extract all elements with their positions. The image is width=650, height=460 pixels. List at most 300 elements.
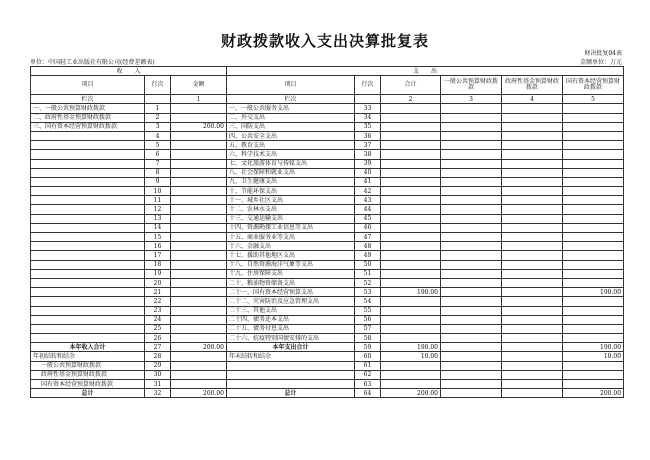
total-cell: 200.00 — [381, 389, 441, 398]
table-row — [31, 370, 624, 379]
general-budget-cell — [441, 122, 502, 131]
total-cell — [381, 187, 441, 196]
income-line-cell: 26 — [145, 334, 171, 343]
general-budget-header: 一般公共预算财政拨款 — [441, 76, 502, 95]
soe-budget-cell — [563, 196, 624, 205]
income-item-cell — [31, 233, 145, 242]
general-budget-cell — [441, 324, 502, 333]
income-amount-cell — [171, 334, 227, 343]
income-amount-cell — [171, 306, 227, 315]
expense-item-cell: 十三、交通运输支出 — [227, 214, 355, 223]
income-item-cell — [31, 306, 145, 315]
income-item-cell — [31, 214, 145, 223]
total-cell — [381, 233, 441, 242]
income-amount-cell — [171, 380, 227, 389]
expense-line-cell: 55 — [355, 306, 381, 315]
expense-item-cell: 本年支出合计 — [227, 343, 355, 352]
expense-item-cell — [227, 380, 355, 389]
income-item-cell: 一、一般公共预算财政拨款 — [31, 104, 145, 113]
fund-budget-cell — [502, 159, 563, 168]
expense-line-cell: 38 — [355, 150, 381, 159]
expense-item-cell: 九、卫生健康支出 — [227, 177, 355, 186]
income-amount-cell — [171, 278, 227, 287]
income-item-cell — [31, 242, 145, 251]
total-cell — [381, 141, 441, 150]
header-row-section — [31, 67, 624, 76]
expense-item-cell: 十四、资源勘探工业信息等支出 — [227, 223, 355, 232]
expense-item-cell: 四、公共安全支出 — [227, 131, 355, 140]
table-row — [31, 150, 624, 159]
table-row — [31, 159, 624, 168]
table-row — [31, 205, 624, 214]
fund-budget-cell — [502, 141, 563, 150]
table-row — [31, 288, 624, 297]
expense-item-cell: 七、文化旅游体育与传媒支出 — [227, 159, 355, 168]
fund-budget-cell — [502, 380, 563, 389]
total-cell — [381, 150, 441, 159]
expense-item-cell — [227, 361, 355, 370]
fund-budget-cell — [502, 324, 563, 333]
income-line-cell: 12 — [145, 205, 171, 214]
soe-budget-cell — [563, 324, 624, 333]
soe-budget-cell — [563, 260, 624, 269]
income-item-cell: 一般公共预算财政拨款 — [31, 361, 145, 370]
table-row — [31, 269, 624, 278]
table-row — [31, 104, 624, 113]
income-item-cell — [31, 205, 145, 214]
general-budget-cell — [441, 150, 502, 159]
expense-line-cell: 59 — [355, 343, 381, 352]
total-cell — [381, 196, 441, 205]
total-cell — [381, 223, 441, 232]
soe-budget-cell — [563, 159, 624, 168]
income-amount-cell — [171, 260, 227, 269]
income-item-cell: 年初结转和结余 — [31, 352, 145, 361]
lanci-label: 栏次 — [227, 95, 355, 104]
total-cell — [381, 370, 441, 379]
income-item-cell — [31, 288, 145, 297]
income-amount-cell — [171, 168, 227, 177]
expense-line-cell: 45 — [355, 214, 381, 223]
column-number-3: 3 — [441, 95, 502, 104]
expense-item-cell: 十七、援助其他地区支出 — [227, 251, 355, 260]
income-item-cell — [31, 269, 145, 278]
soe-budget-cell: 190.00 — [563, 343, 624, 352]
income-amount-cell — [171, 150, 227, 159]
soe-budget-cell — [563, 334, 624, 343]
income-line-cell: 20 — [145, 278, 171, 287]
income-item-cell: 三、国有资本经营预算财政拨款 — [31, 122, 145, 131]
income-line-cell: 29 — [145, 361, 171, 370]
table-row — [31, 361, 624, 370]
soe-budget-cell — [563, 297, 624, 306]
income-header: 收 入 — [31, 67, 227, 76]
income-line-cell: 14 — [145, 223, 171, 232]
expense-item-cell: 八、社会保障和就业支出 — [227, 168, 355, 177]
income-item-cell — [31, 260, 145, 269]
total-cell — [381, 251, 441, 260]
table-row — [31, 352, 624, 361]
expense-line-cell: 54 — [355, 297, 381, 306]
income-amount-cell — [171, 352, 227, 361]
income-line-cell: 27 — [145, 343, 171, 352]
income-line-cell: 9 — [145, 177, 171, 186]
income-line-cell: 18 — [145, 260, 171, 269]
income-amount-cell — [171, 104, 227, 113]
fund-budget-cell — [502, 343, 563, 352]
total-cell — [381, 122, 441, 131]
table-row — [31, 278, 624, 287]
expense-item-cell: 十八、自然资源海洋气象等支出 — [227, 260, 355, 269]
expense-item-cell: 十二、农林水支出 — [227, 205, 355, 214]
total-cell — [381, 177, 441, 186]
income-line-header: 行次 — [145, 76, 171, 95]
soe-budget-cell — [563, 370, 624, 379]
income-amount-cell — [171, 361, 227, 370]
soe-budget-cell — [563, 113, 624, 122]
income-item-cell — [31, 177, 145, 186]
fund-budget-cell — [502, 370, 563, 379]
total-cell — [381, 104, 441, 113]
expense-line-cell: 63 — [355, 380, 381, 389]
fund-budget-cell — [502, 361, 563, 370]
expense-item-cell: 二十二、灾害防治及应急管理支出 — [227, 297, 355, 306]
expense-item-cell: 五、教育支出 — [227, 141, 355, 150]
general-budget-cell — [441, 104, 502, 113]
income-amount-cell — [171, 223, 227, 232]
expense-line-cell: 40 — [355, 168, 381, 177]
general-budget-cell — [441, 297, 502, 306]
income-line-cell: 15 — [145, 233, 171, 242]
income-amount-cell — [171, 324, 227, 333]
expense-item-cell: 年末结转和结余 — [227, 352, 355, 361]
income-item-cell — [31, 196, 145, 205]
total-cell — [381, 306, 441, 315]
page-title: 财政拨款收入支出决算批复表 — [220, 32, 429, 50]
income-line-cell: 1 — [145, 104, 171, 113]
expense-line-cell: 37 — [355, 141, 381, 150]
expense-line-header: 行次 — [355, 76, 381, 95]
soe-budget-cell — [563, 278, 624, 287]
income-item-cell: 政府性基金预算财政拨款 — [31, 370, 145, 379]
income-item-cell — [31, 297, 145, 306]
fund-budget-cell — [502, 297, 563, 306]
income-item-cell: 本年收入合计 — [31, 343, 145, 352]
income-line-cell: 21 — [145, 288, 171, 297]
general-budget-cell — [441, 260, 502, 269]
general-budget-cell — [441, 370, 502, 379]
income-item-cell — [31, 159, 145, 168]
total-cell — [381, 315, 441, 324]
income-line-cell: 31 — [145, 380, 171, 389]
fund-budget-cell — [502, 233, 563, 242]
expense-item-cell: 二十五、债务付息支出 — [227, 324, 355, 333]
expense-line-cell: 60 — [355, 352, 381, 361]
column-number-4: 4 — [502, 95, 563, 104]
income-item-cell — [31, 315, 145, 324]
general-budget-cell — [441, 288, 502, 297]
fund-budget-cell — [502, 205, 563, 214]
general-budget-cell — [441, 343, 502, 352]
income-line-cell: 2 — [145, 113, 171, 122]
table-code: 财决批复04表 — [584, 50, 622, 57]
income-item-cell: 二、政府性基金预算财政拨款 — [31, 113, 145, 122]
income-amount-cell — [171, 187, 227, 196]
soe-budget-cell — [563, 177, 624, 186]
general-budget-cell — [441, 233, 502, 242]
table-row — [31, 315, 624, 324]
general-budget-cell — [441, 187, 502, 196]
lanci-line-cell — [145, 95, 171, 104]
expense-line-cell: 39 — [355, 159, 381, 168]
income-line-cell: 22 — [145, 297, 171, 306]
expense-line-cell: 58 — [355, 334, 381, 343]
income-item-cell — [31, 278, 145, 287]
income-item-cell: 国有资本经营预算财政拨款 — [31, 380, 145, 389]
table-row — [31, 122, 624, 131]
income-item-cell — [31, 131, 145, 140]
expense-header: 支 出 — [227, 67, 624, 76]
general-budget-cell — [441, 315, 502, 324]
income-line-cell: 25 — [145, 324, 171, 333]
general-budget-cell — [441, 159, 502, 168]
table-row — [31, 380, 624, 389]
income-amount-cell — [171, 297, 227, 306]
general-budget-cell — [441, 223, 502, 232]
lanci-line-cell — [355, 95, 381, 104]
fund-budget-cell — [502, 260, 563, 269]
soe-budget-cell — [563, 251, 624, 260]
fund-budget-cell — [502, 113, 563, 122]
income-amount-cell — [171, 288, 227, 297]
expense-item-cell: 二十一、国有资本经营预算支出 — [227, 288, 355, 297]
expense-line-cell: 49 — [355, 251, 381, 260]
table-row — [31, 113, 624, 122]
expense-line-cell: 56 — [355, 315, 381, 324]
total-cell — [381, 324, 441, 333]
income-item-cell — [31, 251, 145, 260]
general-budget-cell — [441, 269, 502, 278]
general-budget-cell — [441, 334, 502, 343]
income-item-cell: 总计 — [31, 389, 145, 398]
income-amount-cell — [171, 131, 227, 140]
soe-budget-cell — [563, 269, 624, 278]
table-row — [31, 242, 624, 251]
general-budget-cell — [441, 168, 502, 177]
fund-budget-cell — [502, 223, 563, 232]
table-row — [31, 131, 624, 140]
soe-budget-cell — [563, 205, 624, 214]
fund-budget-cell — [502, 177, 563, 186]
fund-budget-cell — [502, 352, 563, 361]
general-budget-cell — [441, 389, 502, 398]
income-amount-cell — [171, 141, 227, 150]
expense-line-cell: 33 — [355, 104, 381, 113]
income-line-cell: 13 — [145, 214, 171, 223]
income-amount-cell — [171, 242, 227, 251]
fund-budget-cell — [502, 168, 563, 177]
soe-budget-cell — [563, 187, 624, 196]
general-budget-cell — [441, 177, 502, 186]
income-amount-cell — [171, 205, 227, 214]
soe-budget-cell — [563, 214, 624, 223]
expense-line-cell: 48 — [355, 242, 381, 251]
income-line-cell: 28 — [145, 352, 171, 361]
expense-item-cell: 十一、城乡社区支出 — [227, 196, 355, 205]
total-header: 合计 — [381, 76, 441, 95]
column-number-row — [31, 95, 624, 104]
general-budget-cell — [441, 352, 502, 361]
expense-line-cell: 42 — [355, 187, 381, 196]
lanci-label: 栏次 — [31, 95, 145, 104]
soe-budget-cell — [563, 242, 624, 251]
header-row-columns — [31, 76, 624, 95]
income-item-header: 项目 — [31, 76, 145, 95]
soe-budget-cell — [563, 104, 624, 113]
total-cell — [381, 242, 441, 251]
fund-budget-cell — [502, 315, 563, 324]
table-row — [31, 187, 624, 196]
soe-budget-cell — [563, 141, 624, 150]
income-line-cell: 24 — [145, 315, 171, 324]
income-line-cell: 17 — [145, 251, 171, 260]
soe-budget-cell: 10.00 — [563, 352, 624, 361]
soe-budget-cell — [563, 380, 624, 389]
soe-budget-cell — [563, 361, 624, 370]
table-row — [31, 214, 624, 223]
income-item-cell — [31, 187, 145, 196]
income-item-cell — [31, 141, 145, 150]
expense-line-cell: 44 — [355, 205, 381, 214]
expense-line-cell: 61 — [355, 361, 381, 370]
expense-item-cell: 二十、粮油物资储备支出 — [227, 278, 355, 287]
fund-budget-header: 政府性基金预算财政拨款 — [502, 76, 563, 95]
fund-budget-cell — [502, 196, 563, 205]
expense-line-cell: 43 — [355, 196, 381, 205]
fund-budget-cell — [502, 278, 563, 287]
income-line-cell: 4 — [145, 131, 171, 140]
income-line-cell: 19 — [145, 269, 171, 278]
expense-line-cell: 47 — [355, 233, 381, 242]
general-budget-cell — [441, 205, 502, 214]
expense-item-cell: 二、外交支出 — [227, 113, 355, 122]
soe-budget-cell: 200.00 — [563, 389, 624, 398]
expense-line-cell: 62 — [355, 370, 381, 379]
table-row — [31, 177, 624, 186]
table-row — [31, 343, 624, 352]
expense-item-cell: 六、科学技术支出 — [227, 150, 355, 159]
expense-item-cell: 三、国防支出 — [227, 122, 355, 131]
budget-table — [30, 66, 624, 398]
income-item-cell — [31, 334, 145, 343]
table-row — [31, 223, 624, 232]
column-number-1: 1 — [171, 95, 227, 104]
income-item-cell — [31, 223, 145, 232]
income-amount-cell — [171, 196, 227, 205]
fund-budget-cell — [502, 306, 563, 315]
expense-item-header: 项目 — [227, 76, 355, 95]
table-row — [31, 168, 624, 177]
fund-budget-cell — [502, 242, 563, 251]
fund-budget-cell — [502, 269, 563, 278]
table-row — [31, 233, 624, 242]
soe-budget-cell — [563, 306, 624, 315]
fund-budget-cell — [502, 334, 563, 343]
income-amount-header: 金额 — [171, 76, 227, 95]
income-line-cell: 7 — [145, 159, 171, 168]
general-budget-cell — [441, 196, 502, 205]
unit-name: 单位：中国轻工业出版社有限公司(经费差额表) — [30, 59, 155, 66]
total-cell — [381, 334, 441, 343]
table-row — [31, 260, 624, 269]
income-amount-cell — [171, 113, 227, 122]
total-cell: 190.00 — [381, 288, 441, 297]
soe-budget-header: 国有资本经营预算财政拨款 — [563, 76, 624, 95]
expense-item-cell: 二十四、债务还本支出 — [227, 315, 355, 324]
general-budget-cell — [441, 278, 502, 287]
income-amount-cell — [171, 315, 227, 324]
soe-budget-cell — [563, 122, 624, 131]
total-cell — [381, 260, 441, 269]
fund-budget-cell — [502, 251, 563, 260]
total-cell: 10.00 — [381, 352, 441, 361]
total-cell — [381, 205, 441, 214]
total-cell — [381, 168, 441, 177]
total-cell — [381, 361, 441, 370]
income-amount-cell — [171, 251, 227, 260]
income-line-cell: 11 — [145, 196, 171, 205]
expense-line-cell: 50 — [355, 260, 381, 269]
expense-item-cell: 十九、住房保障支出 — [227, 269, 355, 278]
total-cell — [381, 278, 441, 287]
fund-budget-cell — [502, 131, 563, 140]
income-amount-cell: 200.00 — [171, 122, 227, 131]
income-item-cell — [31, 324, 145, 333]
expense-item-cell: 一、一般公共服务支出 — [227, 104, 355, 113]
expense-line-cell: 52 — [355, 278, 381, 287]
column-number-2: 2 — [381, 95, 441, 104]
currency-unit: 金额单位：万元 — [579, 59, 622, 66]
income-line-cell: 16 — [145, 242, 171, 251]
expense-item-cell: 十六、金融支出 — [227, 242, 355, 251]
expense-item-cell: 二十三、其他支出 — [227, 306, 355, 315]
general-budget-cell — [441, 251, 502, 260]
income-item-cell — [31, 168, 145, 177]
income-amount-cell — [171, 177, 227, 186]
income-line-cell: 32 — [145, 389, 171, 398]
expense-line-cell: 46 — [355, 223, 381, 232]
expense-item-cell: 十、节能环保支出 — [227, 187, 355, 196]
income-amount-cell — [171, 370, 227, 379]
expense-line-cell: 34 — [355, 113, 381, 122]
general-budget-cell — [441, 214, 502, 223]
total-cell — [381, 214, 441, 223]
income-amount-cell — [171, 159, 227, 168]
general-budget-cell — [441, 380, 502, 389]
expense-item-cell: 二十六、抗疫特别国债安排的支出 — [227, 334, 355, 343]
total-cell: 190.00 — [381, 343, 441, 352]
income-line-cell: 30 — [145, 370, 171, 379]
income-amount-cell — [171, 233, 227, 242]
expense-item-cell — [227, 370, 355, 379]
column-number-5: 5 — [563, 95, 624, 104]
fund-budget-cell — [502, 389, 563, 398]
unit-line — [30, 57, 622, 66]
soe-budget-cell — [563, 315, 624, 324]
table-row — [31, 389, 624, 398]
income-line-cell: 23 — [145, 306, 171, 315]
expense-line-cell: 35 — [355, 122, 381, 131]
